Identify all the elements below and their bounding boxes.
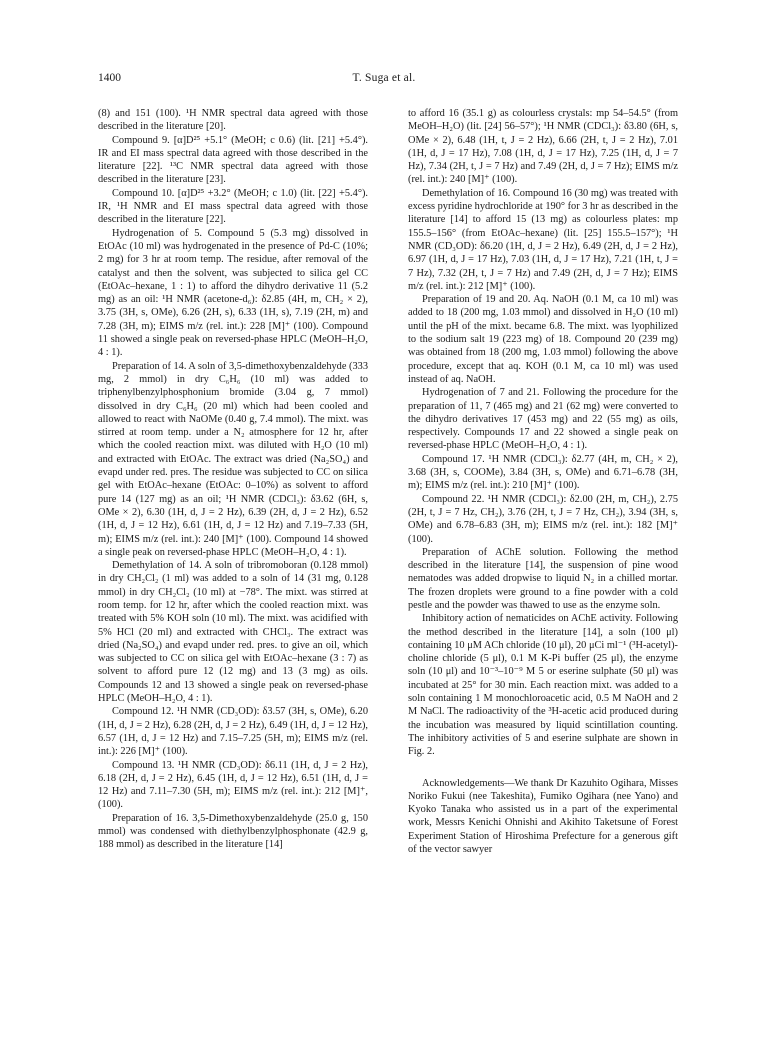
paragraph: Preparation of 16. 3,5-Dimethoxybenzaldehyde (25.0 g, 150 mmol) was condensed with diethylbenzylphosphonate (42.9 g, 188 mmol) as described in the literature [14] — [98, 812, 368, 851]
paragraph: Compound 12. ¹H NMR (CD₃OD): δ3.57 (3H, s, OMe), 6.20 (1H, d, J = 2 Hz), 6.28 (2H, d, J = 2 Hz), 6.49 (1H, d, J = 12 Hz), 6.57 (1H, d, J = 12 Hz) and 7.15–7.25 (5H, m); EIMS m/z (rel. int.): 226 [M]⁺ (100). — [98, 706, 368, 758]
acknowledgements: Acknowledgements—We thank Dr Kazuhito Ogihara, Misses Noriko Fukui (nee Takeshita), Fumiko Ogihara (nee Yano) and Kyoko Tanaka who assisted us in a part of the experimental work, Messrs Kenichi Ohnishi and Akihito Taketsune of Forest Experiment Station of Hiroshima Prefecture for a generous gift of the vector sawyer — [408, 777, 678, 856]
paragraph: to afford 16 (35.1 g) as colourless crystals: mp 54–54.5° (from MeOH–H₂O) (lit. [24] 56–57°); ¹H NMR (CDCl₃): δ3.80 (6H, s, OMe × 2), 6.48 (1H, t, J = 2 Hz), 6.66 (2H, t, J = 2 Hz), 7.01 (1H, d, J = 17 Hz), 7.08 (1H, d, J = 17 Hz), 7.25 (1H, d, J = 7 Hz), 7.34 (2H, t, J = 7 Hz) and 7.49 (2H, d, J = 7 Hz); EIMS m/z (rel. int.): 240 [M]⁺ (100). — [408, 108, 678, 186]
running-head: T. Suga et al. — [352, 72, 416, 84]
paragraph: Preparation of 14. A soln of 3,5-dimethoxybenzaldehyde (333 mg, 2 mmol) in dry C₆H₆ (10 ml) was added to triphenylbenzylphosphonium bromide (3.04 g, 7 mmol) dissolved in dry C₆H₆ (20 ml) which had been cooled and allowed to react with NaOMe (0.40 g, 7.4 mmol). The mixt. was stirred at room temp. under a N₂ atmosphere for 12 hr, after which the cooled reaction mixt. was diluted with H₂O (10 ml) and extracted with EtOAc. The extract was dried (Na₂SO₄) and evapd under red. pres. The residue was subjected to CC on silica gel with EtOAc–hexane (EtOAc: 0–10%) as solvent to afford pure 14 (127 mg) as an oil; ¹H NMR (CDCl₃): δ3.62 (6H, s, OMe × 2), 6.30 (1H, d, J = 2 Hz), 6.39 (2H, d, J = 2 Hz), 6.52 (1H, d, J = 12 Hz), 6.61 (1H, d, J = 12 Hz) and 7.19–7.33 (5H, m); EIMS m/z (rel. int.): 240 [M]⁺ (100). Compound 14 showed a single peak on reversed-phase HPLC (MeOH–H₂O, 4 : 1). — [98, 360, 368, 558]
paragraph: Preparation of AChE solution. Following the method described in the literature [14], the suspension of pine wood nematodes was added dropwise to liquid N₂ in a chilled mortar. The frozen droplets were ground to a fine powder with a cold pestle and the powder was thawed to use as the enzyme soln. — [408, 546, 678, 611]
paragraph: Hydrogenation of 7 and 21. Following the procedure for the preparation of 11, 7 (465 mg) and 21 (62 mg) were converted to the dihydro derivatives 17 (453 mg) and 22 (55 mg) as oils, respectively. Compounds 17 and 22 showed a single peak on reversed-phase HPLC (MeOH–H₂O, 4 : 1). — [408, 387, 678, 452]
paragraph: Compound 13. ¹H NMR (CD₃OD): δ6.11 (1H, d, J = 2 Hz), 6.18 (2H, d, J = 2 Hz), 6.45 (1H, d, J = 12 Hz), 6.51 (1H, d, J = 12 Hz) and 7.11–7.30 (5H, m); EIMS m/z (rel. int.): 212 [M]⁺, (100). — [98, 759, 368, 811]
page-number: 1400 — [98, 72, 121, 84]
paragraph: Inhibitory action of nematicides on AChE activity. Following the method described in the literature [14], a soln (100 μl) containing 10 μM ACh chloride (10 μl), 20 μCi ml⁻¹ (³H-acetyl)-choline chloride (5 μl), 0.1 M K-Pi buffer (25 μl), the enzyme soln (10 μl) and 10⁻³–10⁻⁹ M 5 or eserine sulphate (50 μl) was incubated at 25° for 30 min. Each reaction mixt. was added to a soln containing 1 M monochloroacetic acid, 0.5 M NaOH and 2 M NaCl. The radioactivity of the ³H-acetic acid produced during the incubation was measured by liquid scintillation counting. The inhibitory activities of 5 and eserine sulphate are shown in Fig. 2. — [408, 613, 678, 758]
paragraph: Compound 10. [α]D²⁵ +3.2° (MeOH; c 1.0) (lit. [22] +5.4°). IR, ¹H NMR and EI mass spectral data agreed with those described in the literature [22]. — [98, 187, 368, 226]
paragraph: Preparation of 19 and 20. Aq. NaOH (0.1 M, ca 10 ml) was added to 18 (200 mg, 1.03 mmol) and dissolved in H₂O (10 ml) until the pH of the mixt. became 6.8. The mixt. was lyophilized to the sodium salt 19 (223 mg) of 18. Compound 20 (239 mg) was obtained from 18 (200 mg, 1.03 mmol) following the above procedure, except that aq. KOH (0.1 M, ca 10 ml) was used instead of aq. NaOH. — [408, 294, 678, 385]
paragraph: Hydrogenation of 5. Compound 5 (5.3 mg) dissolved in EtOAc (10 ml) was hydrogenated in the presence of Pd-C (10%; 2 mg) for 3 hr at room temp. The residue, after removal of the catalyst and then the solvent, was subjected to silica gel CC (EtOAc–hexane, 1 : 1) to afford the dihydro derivative 11 (5.2 mg) as an oil: ¹H NMR (acetone-d₆): δ2.85 (4H, m, CH₂ × 2), 3.75 (3H, s, OMe), 6.26 (2H, s), 6.33 (1H, s), 7.19 (2H, m) and 7.28 (3H, m); EIMS m/z (rel. int.): 228 [M]⁺ (100). Compound 11 showed a single peak on reversed-phase HPLC (MeOH–H₂O, 4 : 1). — [98, 227, 368, 359]
paragraph: Compound 22. ¹H NMR (CDCl₃): δ2.00 (2H, m, CH₂), 2.75 (2H, t, J = 7 Hz, CH₂), 3.76 (2H, t, J = 7 Hz, CH₂), 3.94 (3H, s, OMe) and 6.78–6.83 (3H, m); EIMS m/z (rel. int.): 182 [M]⁺ (100). — [408, 493, 678, 545]
paragraph: (8) and 151 (100). ¹H NMR spectral data agreed with those described in the literature [20]. — [98, 108, 368, 133]
paragraph: Compound 9. [α]D²⁵ +5.1° (MeOH; c 0.6) (lit. [21] +5.4°). IR and EI mass spectral data agreed with those described in the literature [22]. ¹³C NMR spectral data agreed with those described in the literature [23]. — [98, 134, 368, 186]
left-column — [98, 107, 368, 852]
paragraph: Compound 17. ¹H NMR (CDCl₃): δ2.77 (4H, m, CH₂ × 2), 3.68 (3H, s, COOMe), 3.84 (3H, s, OMe) and 6.71–6.78 (3H, m); EIMS m/z (rel. int.): 210 [M]⁺ (100). — [408, 453, 678, 492]
right-column — [408, 107, 678, 856]
paragraph: Demethylation of 14. A soln of tribromoboran (0.128 mmol) in dry CH₂Cl₂ (1 ml) was added to a soln of 14 (31 mg, 0.128 mmol) in dry CH₂Cl₂ (10 ml) at −78°. The mixt. was stirred at room temp. for 12 hr, after which the cooled reaction mixt. was treated with 5% KOH soln (10 ml). The mixt. was acidified with 5% HCl (20 ml) and extracted with CHCl₃. The extract was dried (Na₂SO₄) and evapd under red. pres. to give an oil, which was subjected to CC on silica gel with EtOAc–hexane (3 : 7) as solvent to afford pure 12 (12 mg) and 13 (3 mg) as oils. Compounds 12 and 13 showed a single peak on reversed-phase HPLC (MeOH–H₂O, 4 : 1). — [98, 560, 368, 705]
paragraph: Demethylation of 16. Compound 16 (30 mg) was treated with excess pyridine hydrochloride at 190° for 3 hr as described in the literature [14] to afford 15 (13 mg) as colourless plates: mp 155.5–156° (from EtOAc–hexane) (lit. [25] 155.5–157°); ¹H NMR (CD₃OD): δ6.20 (1H, d, J = 2 Hz), 6.49 (2H, d, J = 2 Hz), 6.97 (1H, d, J = 17 Hz), 7.03 (1H, d, J = 17 Hz), 7.21 (1H, t, J = 7 Hz), 7.32 (2H, t, J = 7 Hz) and 7.49 (2H, d, J = 7 Hz); EIMS m/z (rel. int.): 212 [M]⁺ (100). — [408, 187, 678, 292]
